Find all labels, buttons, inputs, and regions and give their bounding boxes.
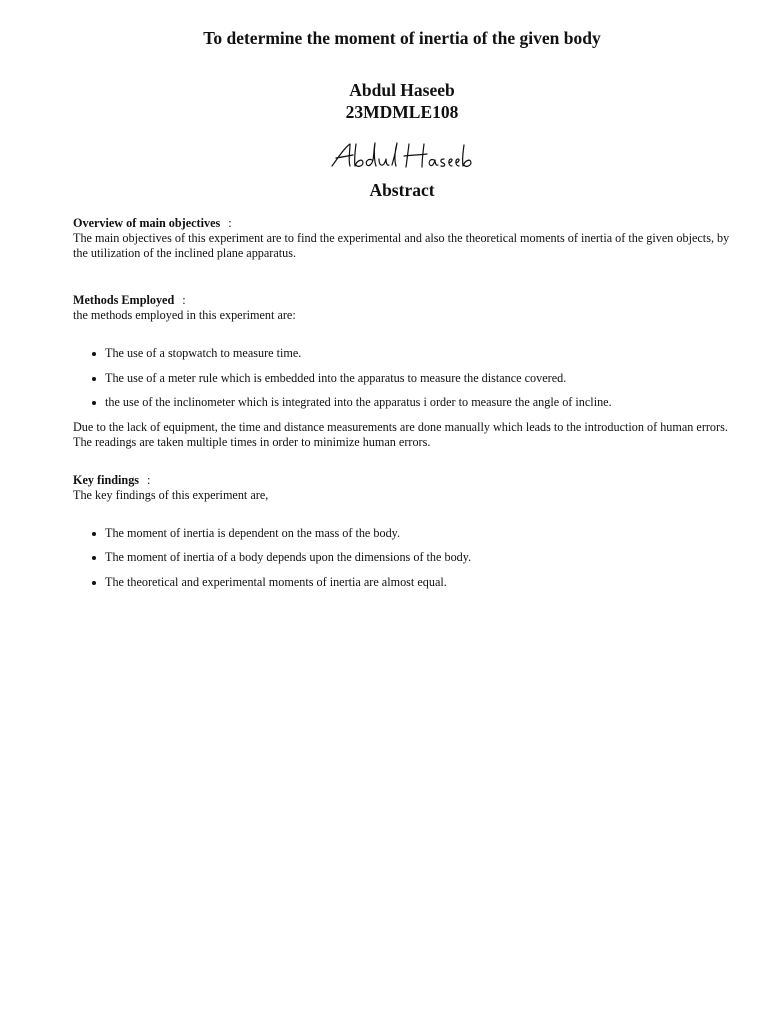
author-id: 23MDMLE108 <box>345 102 459 122</box>
list-item: The use of a meter rule which is embedded into the apparatus to measure the distance covered. <box>73 371 735 386</box>
list-item: The moment of inertia is dependent on the mass of the body. <box>73 526 735 541</box>
list-item: the use of the inclinometer which is integrated into the apparatus i order to measure the angle of incline. <box>73 395 735 410</box>
abstract-heading: Abstract <box>369 180 435 200</box>
methods-heading: Methods Employed : <box>73 293 186 307</box>
methods-list <box>73 346 735 410</box>
findings-heading: Key findings : <box>73 472 151 487</box>
methods-intro: the methods employed in this experiment are: <box>73 308 296 322</box>
objectives-heading: Overview of main objectives : <box>73 216 232 230</box>
findings-list <box>73 526 735 590</box>
abstract-body <box>73 216 735 599</box>
list-item: The theoretical and experimental moments of inertia are almost equal. <box>73 575 735 590</box>
list-item: The use of a stopwatch to measure time. <box>73 346 735 361</box>
paper-title: To determine the moment of inertia of the given body <box>203 28 601 48</box>
author-block <box>0 79 768 123</box>
handwritten-signature <box>326 138 476 174</box>
findings-intro: The key findings of this experiment are, <box>73 487 269 502</box>
methods-note-errors: Due to the lack of equipment, the time and distance measurements are done manually which leads to the introduction of human errors. <box>73 419 728 434</box>
methods-note-readings: The readings are taken multiple times in order to minimize human errors. <box>73 434 431 449</box>
author-name: Abdul Haseeb <box>349 80 455 100</box>
objectives-text: The main objectives of this experiment are to find the experimental and also the theoretical moments of inertia of the given objects, by the utilization of the inclined plane apparatus. <box>73 231 730 260</box>
list-item: The moment of inertia of a body depends upon the dimensions of the body. <box>73 550 735 565</box>
